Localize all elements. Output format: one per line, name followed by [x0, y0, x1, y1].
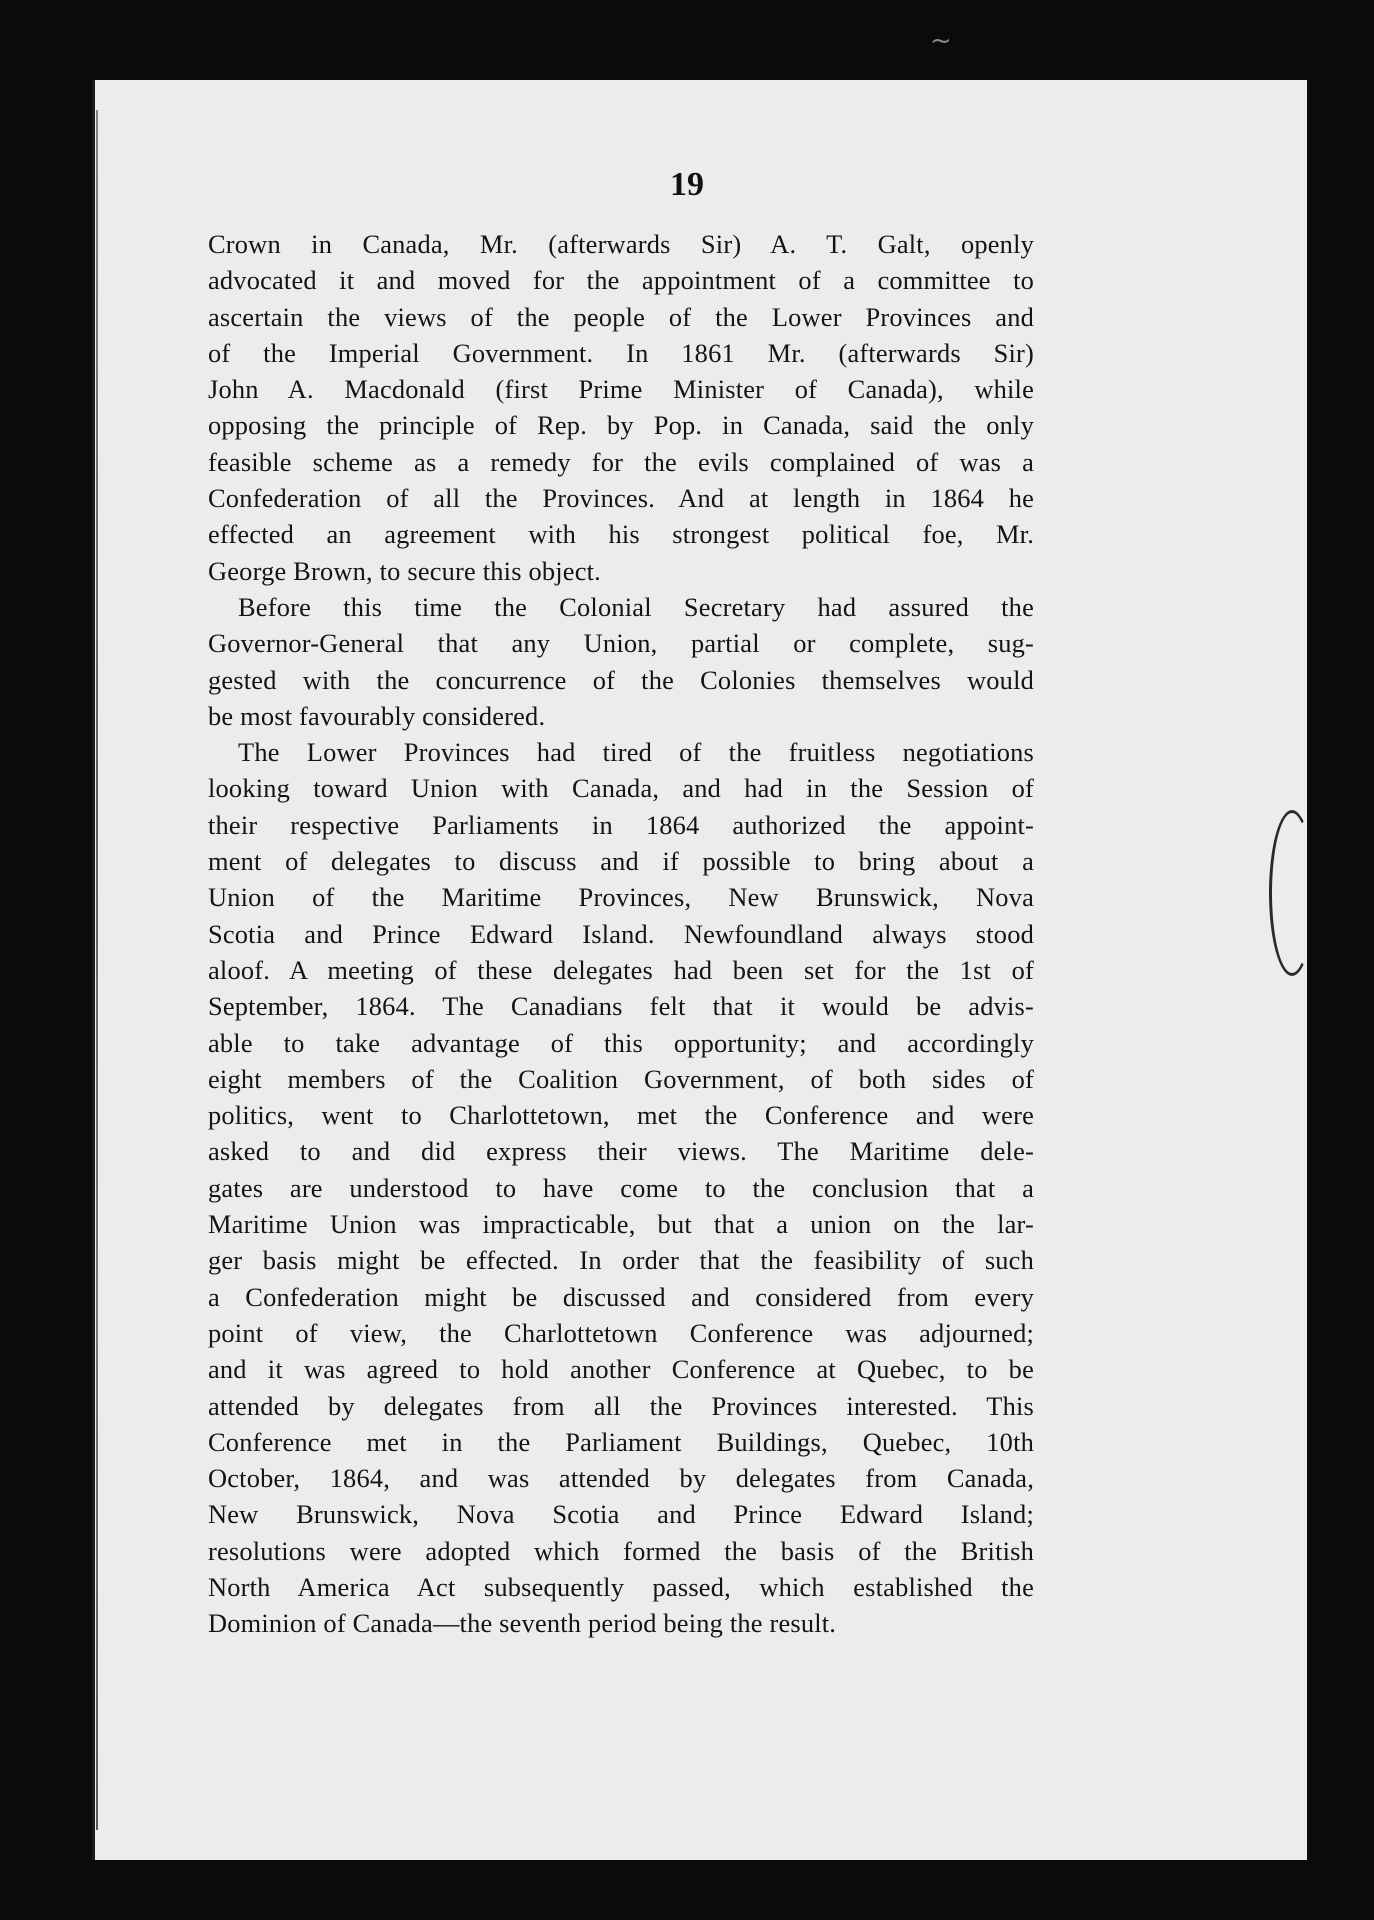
text-line: Confederation of all the Provinces. And at length in 1864 he — [208, 483, 1034, 514]
text-line: their respective Parliaments in 1864 authorized the appoint- — [208, 809, 1034, 840]
text-line: aloof. A meeting of these delegates had been set for the 1st of — [208, 954, 1034, 985]
text-line: effected an agreement with his strongest political foe, Mr. — [208, 519, 1034, 550]
text-line: September, 1864. The Canadians felt that it would be advis- — [208, 991, 1034, 1022]
text-line: be most favourably considered. — [208, 700, 546, 731]
text-line: John A. Macdonald (first Prime Minister of Canada), while — [208, 374, 1034, 405]
text-line: Maritime Union was impracticable, but that a union on the lar- — [208, 1209, 1034, 1240]
text-line: Union of the Maritime Provinces, New Brunswick, Nova — [208, 882, 1034, 913]
text-line: Scotia and Prince Edward Island. Newfoundland always stood — [208, 918, 1034, 949]
text-line: a Confederation might be discussed and considered from every — [208, 1281, 1034, 1312]
text-line: October, 1864, and was attended by delegates from Canada, — [208, 1463, 1034, 1494]
text-line: asked to and did express their views. The Maritime dele- — [208, 1136, 1034, 1167]
paragraph — [208, 226, 1034, 589]
text-line: able to take advantage of this opportunity; and accordingly — [208, 1027, 1034, 1058]
corner-scribble: ~ — [930, 26, 952, 56]
text-line: North America Act subsequently passed, which established the — [208, 1571, 1034, 1602]
text-line: New Brunswick, Nova Scotia and Prince Edward Island; — [208, 1499, 1034, 1530]
binding-shadow — [96, 110, 98, 1830]
text-line: attended by delegates from all the Provinces interested. This — [208, 1390, 1034, 1421]
text-line: of the Imperial Government. In 1861 Mr. (afterwards Sir) — [208, 337, 1034, 368]
text-line: Crown in Canada, Mr. (afterwards Sir) A. T. Galt, openly — [208, 229, 1034, 259]
text-line: ment of delegates to discuss and if possible to bring about a — [208, 846, 1034, 877]
paragraph — [208, 734, 1034, 1641]
text-line: looking toward Union with Canada, and had in the Session of — [208, 773, 1034, 804]
text-line: ascertain the views of the people of the Lower Provinces and — [208, 301, 1034, 332]
page-edge-mark — [1269, 810, 1315, 976]
text-line: point of view, the Charlottetown Conference was adjourned; — [208, 1317, 1034, 1348]
text-line: gested with the concurrence of the Colonies themselves would — [208, 664, 1034, 695]
text-line: Before this time the Colonial Secretary had assured the — [238, 591, 1034, 622]
text-line: ger basis might be effected. In order that the feasibility of such — [208, 1245, 1034, 1276]
text-line: politics, went to Charlottetown, met the Conference and were — [208, 1100, 1034, 1131]
text-line: Dominion of Canada—the seventh period being the result. — [208, 1608, 837, 1639]
text-line: Conference met in the Parliament Buildings, Quebec, 10th — [208, 1426, 1034, 1457]
text-line: gates are understood to have come to the conclusion that a — [208, 1172, 1034, 1203]
page-number: 19 — [670, 166, 704, 203]
text-line: feasible scheme as a remedy for the evils complained of was a — [208, 446, 1034, 477]
text-line: George Brown, to secure this object. — [208, 555, 601, 586]
body-text — [208, 226, 1034, 1642]
text-line: and it was agreed to hold another Conference at Quebec, to be — [208, 1354, 1034, 1385]
text-line: advocated it and moved for the appointment of a committee to — [208, 265, 1034, 296]
text-line: Governor-General that any Union, partial or complete, sug- — [208, 628, 1034, 659]
text-line: The Lower Provinces had tired of the fruitless negotiations — [238, 737, 1034, 768]
text-line: opposing the principle of Rep. by Pop. in Canada, said the only — [208, 410, 1034, 441]
paragraph — [208, 589, 1034, 734]
text-line: resolutions were adopted which formed the basis of the British — [208, 1535, 1034, 1566]
text-line: eight members of the Coalition Government, of both sides of — [208, 1063, 1034, 1094]
